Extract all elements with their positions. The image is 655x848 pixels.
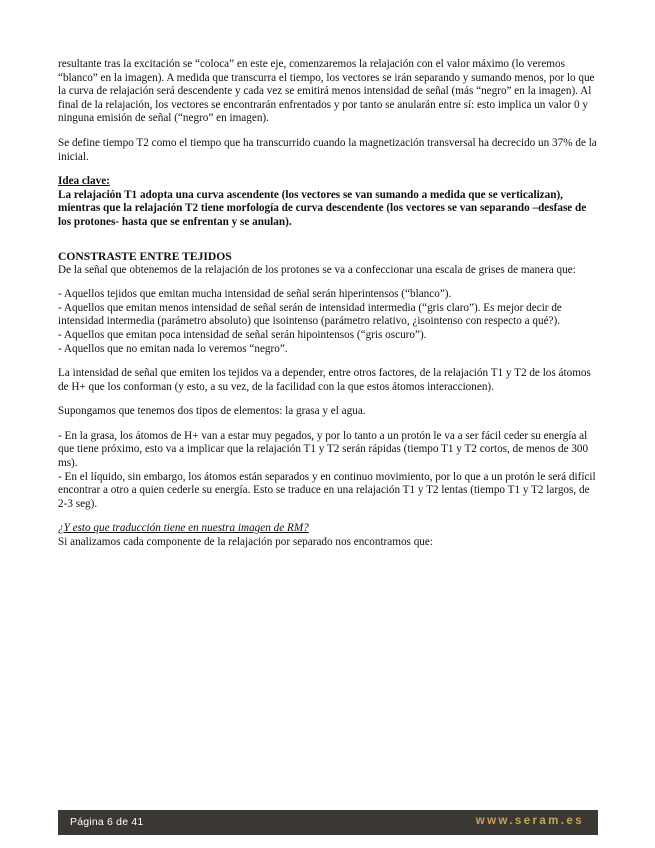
list-item: - En la grasa, los átomos de H+ van a estar muy pegados, y por lo tanto a un protón le va a ser fácil ceder su energía al que tiene próximo, esto va a implicar que la relajación T1 y T2 serán rápidas (tiempo T1 y T2 cortos, de menos de 300 ms). [58,429,589,470]
paragraph-signal-dependence: La intensidad de señal que emiten los tejidos va a depender, entre otros factores, de la relajación T1 y T2 de los átomos de H+ que los conforman (y esto, a su vez, de la facilidad con la que estos átomos interaccionen). [58,367,591,393]
section-heading: CONSTRASTE ENTRE TEJIDOS [58,249,232,263]
list-item: - Aquellos que no emitan nada lo veremos “negro”. [58,342,288,355]
paragraph-grey-scale-intro: De la señal que obtenemos de la relajación de los protones se va a confeccionar una escala de grises de manera que: [58,263,576,276]
tissue-list [58,430,600,512]
page-footer [58,810,598,835]
key-idea-label: Idea clave: [58,175,110,188]
paragraph-fat-water: Supongamos que tenemos dos tipos de elementos: la grasa y el agua. [58,405,366,418]
list-item: - Aquellos tejidos que emitan mucha intensidad de señal serán hiperintensos (“blanco”). [58,288,452,301]
question-subheading: ¿Y esto que traducción tiene en nuestra imagen de RM? [58,522,309,535]
list-item: - Aquellos que emitan poca intensidad de señal serán hipointensos (“gris oscuro”). [58,328,427,341]
page-number: Página 6 de 41 [70,816,144,828]
paragraph-analysis-intro: Si analizamos cada componente de la relajación por separado nos encontramos que: [58,536,433,549]
intensity-list [58,288,600,356]
website-link[interactable]: www.seram.es [475,815,584,827]
list-item: - En el líquido, sin embargo, los átomos están separados y en continuo movimiento, por lo que a un protón le será difícil encontrar a otro a quien cederle su energía. Esto se traduce en una relajación T1 y T2 lentas (tiempo T1 y T2 largos, de 2-3 seg). [58,470,596,510]
key-idea-text: La relajación T1 adopta una curva ascendente (los vectores se van sumando a medida que se verticalizan), mientras que la relajación T2 tiene morfología de curva descendente (los vectores se van separando –desfase de los protones- hasta que se enfrentan y se anulan). [58,188,587,228]
list-item: - Aquellos que emitan menos intensidad de señal serán de intensidad intermedia (“gris claro”). Es mejor decir de intensidad intermedia (parámetro absoluto) que isointenso (parámetro relativo, ¿isointenso con respecto a qué?). [58,301,562,328]
paragraph-t2-definition: Se define tiempo T2 como el tiempo que ha transcurrido cuando la magnetización transversal ha decrecido un 37% de la inicial. [58,136,597,163]
paragraph-relaxation-description: resultante tras la excitación se “coloca” en este eje, comenzaremos la relajación con el valor máximo (lo veremos “blanco” en la imagen). A medida que transcurra el tiempo, los vectores se irán separando y sumando menos, por lo que la curva de relajación será descendente y cada vez se emitirá menos intensidad de señal (más “negro” en la imagen). Al final de la relajación, los vectores se encontrarán enfrentados y por tanto se anularán entre sí: esto implica un valor 0 y ninguna emisión de señal (“negro” en imagen). [58,58,595,125]
page-content [58,58,600,550]
